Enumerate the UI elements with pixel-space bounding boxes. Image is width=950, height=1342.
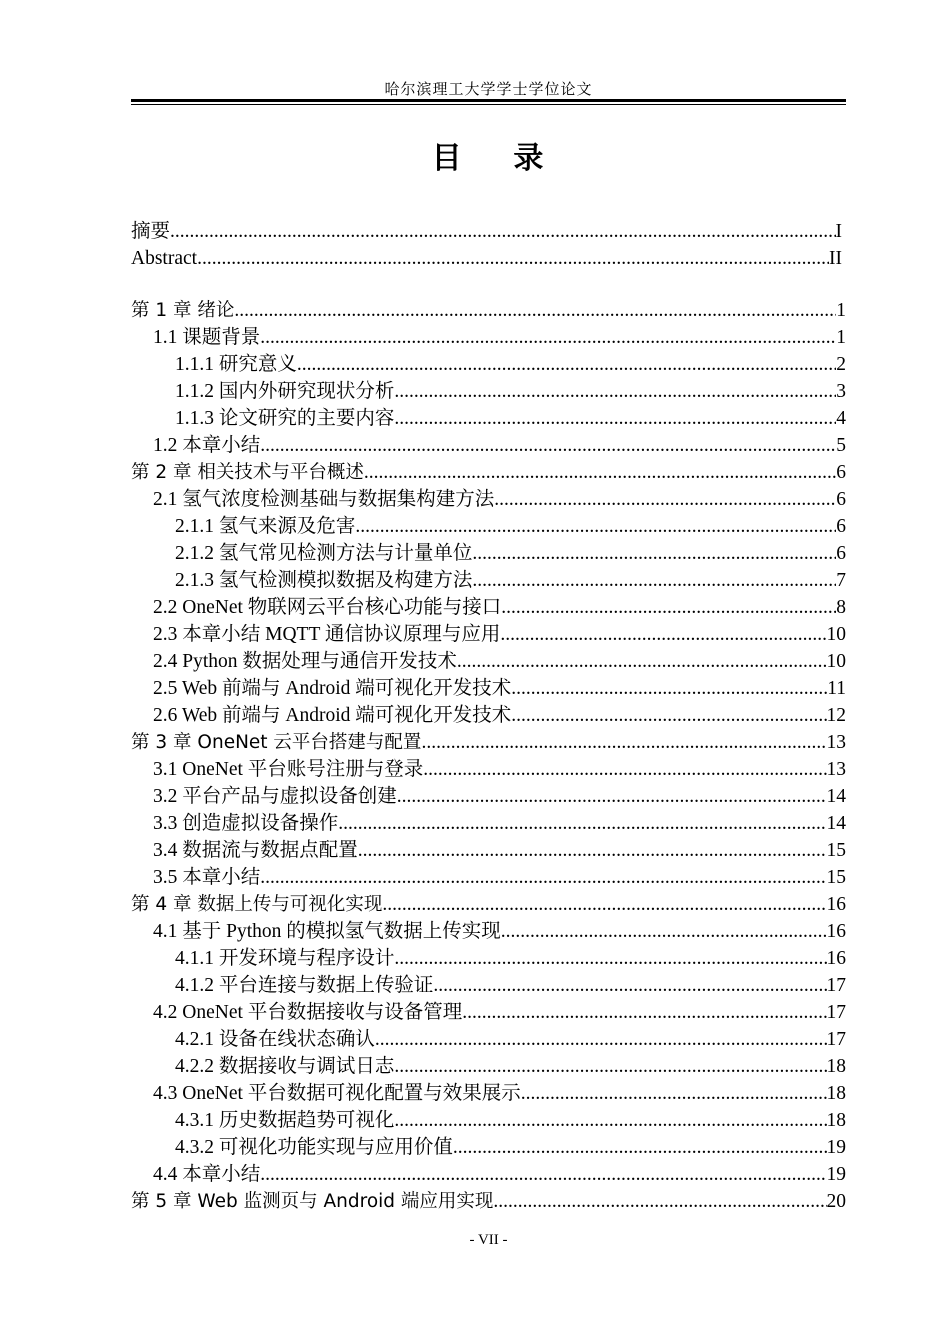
toc-entry-label: 4.2.2 数据接收与调试日志 — [175, 1056, 395, 1077]
dot-leader — [521, 1080, 827, 1107]
toc-entry-page: 13 — [826, 732, 846, 753]
toc-entry-page: 17 — [826, 1029, 846, 1050]
toc-entry-label: 第 3 章 OneNet 云平台搭建与配置 — [131, 732, 422, 753]
toc-entry-label: 3.5 本章小结 — [153, 867, 261, 888]
toc-entry[interactable] — [131, 810, 846, 837]
toc-entry[interactable] — [131, 567, 846, 594]
dot-leader — [170, 218, 835, 245]
toc-entry[interactable] — [131, 1080, 846, 1107]
toc-entry-page: 20 — [826, 1191, 846, 1212]
header-rule-thin — [131, 104, 846, 105]
toc-entry[interactable] — [131, 864, 846, 891]
toc-entry[interactable] — [131, 945, 846, 972]
toc-entry[interactable] — [131, 999, 846, 1026]
toc-entry[interactable] — [131, 218, 846, 245]
dot-leader — [472, 540, 836, 567]
toc-entry-page: 3 — [836, 381, 846, 402]
toc-entry-label: 4.1 基于 Python 的模拟氢气数据上传实现 — [153, 921, 501, 942]
dot-leader — [297, 351, 836, 378]
toc-entry-page: 16 — [826, 948, 846, 969]
toc-entry[interactable] — [131, 513, 846, 540]
toc-entry[interactable] — [131, 1161, 846, 1188]
dot-leader — [394, 945, 826, 972]
dot-leader — [493, 1188, 826, 1215]
dot-leader — [494, 486, 836, 513]
dot-leader — [375, 1026, 827, 1053]
toc-entry-page: 8 — [836, 597, 846, 618]
dot-leader — [394, 405, 836, 432]
dot-leader — [433, 972, 826, 999]
toc-entry-label: 2.4 Python 数据处理与通信开发技术 — [153, 651, 457, 672]
toc-entry-page: 19 — [826, 1164, 846, 1185]
toc-entry-label: 4.2 OneNet 平台数据接收与设备管理 — [153, 1002, 463, 1023]
toc-entry[interactable] — [131, 1134, 846, 1161]
toc-entry[interactable] — [131, 972, 846, 999]
toc-list — [131, 218, 846, 1215]
toc-entry-page: 4 — [836, 408, 846, 429]
toc-entry-page: 15 — [826, 840, 846, 861]
toc-entry[interactable] — [131, 783, 846, 810]
toc-entry-page: I — [835, 221, 842, 242]
toc-entry-page: 12 — [826, 705, 846, 726]
dot-leader — [338, 810, 826, 837]
toc-entry-label: 摘要 — [131, 221, 171, 242]
toc-entry[interactable] — [131, 756, 846, 783]
dot-leader — [394, 378, 836, 405]
toc-entry-page: 14 — [826, 813, 846, 834]
dot-leader — [382, 891, 826, 918]
toc-entry-label: 4.3.1 历史数据趋势可视化 — [175, 1110, 395, 1131]
toc-entry[interactable] — [131, 675, 846, 702]
toc-entry-page: 15 — [826, 867, 846, 888]
toc-entry-page: 6 — [836, 462, 846, 483]
toc-entry[interactable] — [131, 1053, 846, 1080]
dot-leader — [501, 594, 836, 621]
toc-entry[interactable] — [131, 1026, 846, 1053]
toc-entry-label: 4.1.2 平台连接与数据上传验证 — [175, 975, 434, 996]
toc-entry-page: 2 — [836, 354, 846, 375]
toc-entry-page: 16 — [826, 894, 846, 915]
dot-leader — [421, 729, 826, 756]
toc-entry-page: 7 — [836, 570, 846, 591]
toc-entry-label: Abstract — [131, 248, 198, 269]
toc-entry-page: 1 — [836, 300, 846, 321]
toc-entry-label: 2.3 本章小结 MQTT 通信协议原理与应用 — [153, 624, 501, 645]
toc-entry-label: 2.5 Web 前端与 Android 端可视化开发技术 — [153, 678, 512, 699]
dot-leader — [355, 513, 836, 540]
toc-entry-label: 3.4 数据流与数据点配置 — [153, 840, 358, 861]
toc-entry-label: 4.2.1 设备在线状态确认 — [175, 1029, 375, 1050]
toc-entry-label: 2.1.2 氢气常见检测方法与计量单位 — [175, 543, 473, 564]
toc-entry-label: 3.3 创造虚拟设备操作 — [153, 813, 339, 834]
toc-entry-label: 3.1 OneNet 平台账号注册与登录 — [153, 759, 424, 780]
toc-chapter-entry[interactable] — [131, 891, 846, 918]
toc-entry-label: 1.1.3 论文研究的主要内容 — [175, 408, 395, 429]
toc-chapter-entry[interactable] — [131, 1188, 846, 1215]
toc-entry-page: 10 — [826, 651, 846, 672]
dot-leader — [260, 1161, 826, 1188]
toc-entry[interactable] — [131, 540, 846, 567]
toc-entry-page: 18 — [826, 1110, 846, 1131]
toc-entry-page: 13 — [826, 759, 846, 780]
toc-entry-label: 2.1.3 氢气检测模拟数据及构建方法 — [175, 570, 473, 591]
toc-entry-label: 第 4 章 数据上传与可视化实现 — [131, 894, 383, 915]
toc-entry[interactable] — [131, 621, 846, 648]
dot-leader — [260, 864, 826, 891]
toc-entry-label: 4.3.2 可视化功能实现与应用价值 — [175, 1137, 453, 1158]
dot-leader — [260, 324, 836, 351]
toc-entry-page: 10 — [826, 624, 846, 645]
toc-entry[interactable] — [131, 918, 846, 945]
dot-leader — [394, 1107, 826, 1134]
dot-leader — [511, 675, 827, 702]
dot-leader — [364, 459, 836, 486]
toc-entry-label: 1.1 课题背景 — [153, 327, 261, 348]
toc-entry-page: 11 — [827, 678, 846, 699]
toc-entry-page: 6 — [836, 489, 846, 510]
dot-leader — [358, 837, 827, 864]
toc-chapter-entry[interactable] — [131, 297, 846, 324]
dot-leader — [397, 783, 827, 810]
dot-leader — [511, 702, 826, 729]
toc-entry-label: 2.1 氢气浓度检测基础与数据集构建方法 — [153, 489, 495, 510]
toc-entry[interactable] — [131, 378, 846, 405]
header-rule-thick — [131, 99, 846, 102]
toc-entry[interactable] — [131, 702, 846, 729]
toc-entry[interactable] — [131, 405, 846, 432]
toc-entry-page: 6 — [836, 543, 846, 564]
dot-leader — [234, 297, 836, 324]
running-header: 哈尔滨理工大学学士学位论文 — [384, 82, 593, 98]
toc-entry-label: 4.3 OneNet 平台数据可视化配置与效果展示 — [153, 1083, 521, 1104]
toc-entry-label: 2.1.1 氢气来源及危害 — [175, 516, 356, 537]
dot-leader — [453, 1134, 827, 1161]
toc-entry[interactable] — [131, 837, 846, 864]
toc-entry[interactable] — [131, 648, 846, 675]
toc-entry[interactable] — [131, 594, 846, 621]
toc-entry-page: 16 — [826, 921, 846, 942]
toc-entry-page: II — [829, 248, 842, 269]
toc-entry-label: 4.4 本章小结 — [153, 1164, 261, 1185]
toc-entry[interactable] — [131, 245, 846, 272]
toc-entry-label: 1.1.1 研究意义 — [175, 354, 297, 375]
dot-leader — [472, 567, 836, 594]
toc-entry-label: 第 1 章 绪论 — [131, 300, 235, 321]
toc-entry-label: 4.1.1 开发环境与程序设计 — [175, 948, 395, 969]
dot-leader — [260, 432, 836, 459]
dot-leader — [462, 999, 826, 1026]
toc-entry-page: 18 — [826, 1056, 846, 1077]
toc-entry[interactable] — [131, 1107, 846, 1134]
toc-entry-page: 1 — [836, 327, 846, 348]
toc-entry-label: 1.1.2 国内外研究现状分析 — [175, 381, 395, 402]
dot-leader — [394, 1053, 826, 1080]
toc-entry-label: 3.2 平台产品与虚拟设备创建 — [153, 786, 397, 807]
toc-entry-page: 19 — [826, 1137, 846, 1158]
toc-title: 目 录 — [431, 141, 546, 176]
toc-entry-page: 18 — [826, 1083, 846, 1104]
toc-entry[interactable] — [131, 351, 846, 378]
toc-entry-page: 17 — [826, 1002, 846, 1023]
dot-leader — [501, 918, 827, 945]
toc-entry[interactable] — [131, 432, 846, 459]
toc-chapter-entry[interactable] — [131, 459, 846, 486]
toc-entry-label: 2.6 Web 前端与 Android 端可视化开发技术 — [153, 705, 512, 726]
toc-chapter-entry[interactable] — [131, 729, 846, 756]
toc-entry-label: 2.2 OneNet 物联网云平台核心功能与接口 — [153, 597, 502, 618]
toc-entry-label: 1.2 本章小结 — [153, 435, 261, 456]
dot-leader — [500, 621, 826, 648]
toc-entry[interactable] — [131, 324, 846, 351]
toc-entry-page: 6 — [836, 516, 846, 537]
toc-entry-page: 5 — [836, 435, 846, 456]
page-number: - VII - — [469, 1232, 508, 1248]
toc-entry-page: 14 — [826, 786, 846, 807]
toc-entry-page: 17 — [826, 975, 846, 996]
dot-leader — [423, 756, 826, 783]
toc-entry[interactable] — [131, 486, 846, 513]
toc-entry-label: 第 2 章 相关技术与平台概述 — [131, 462, 364, 483]
dot-leader — [197, 245, 829, 272]
toc-entry-label: 第 5 章 Web 监测页与 Android 端应用实现 — [131, 1191, 494, 1212]
dot-leader — [457, 648, 827, 675]
